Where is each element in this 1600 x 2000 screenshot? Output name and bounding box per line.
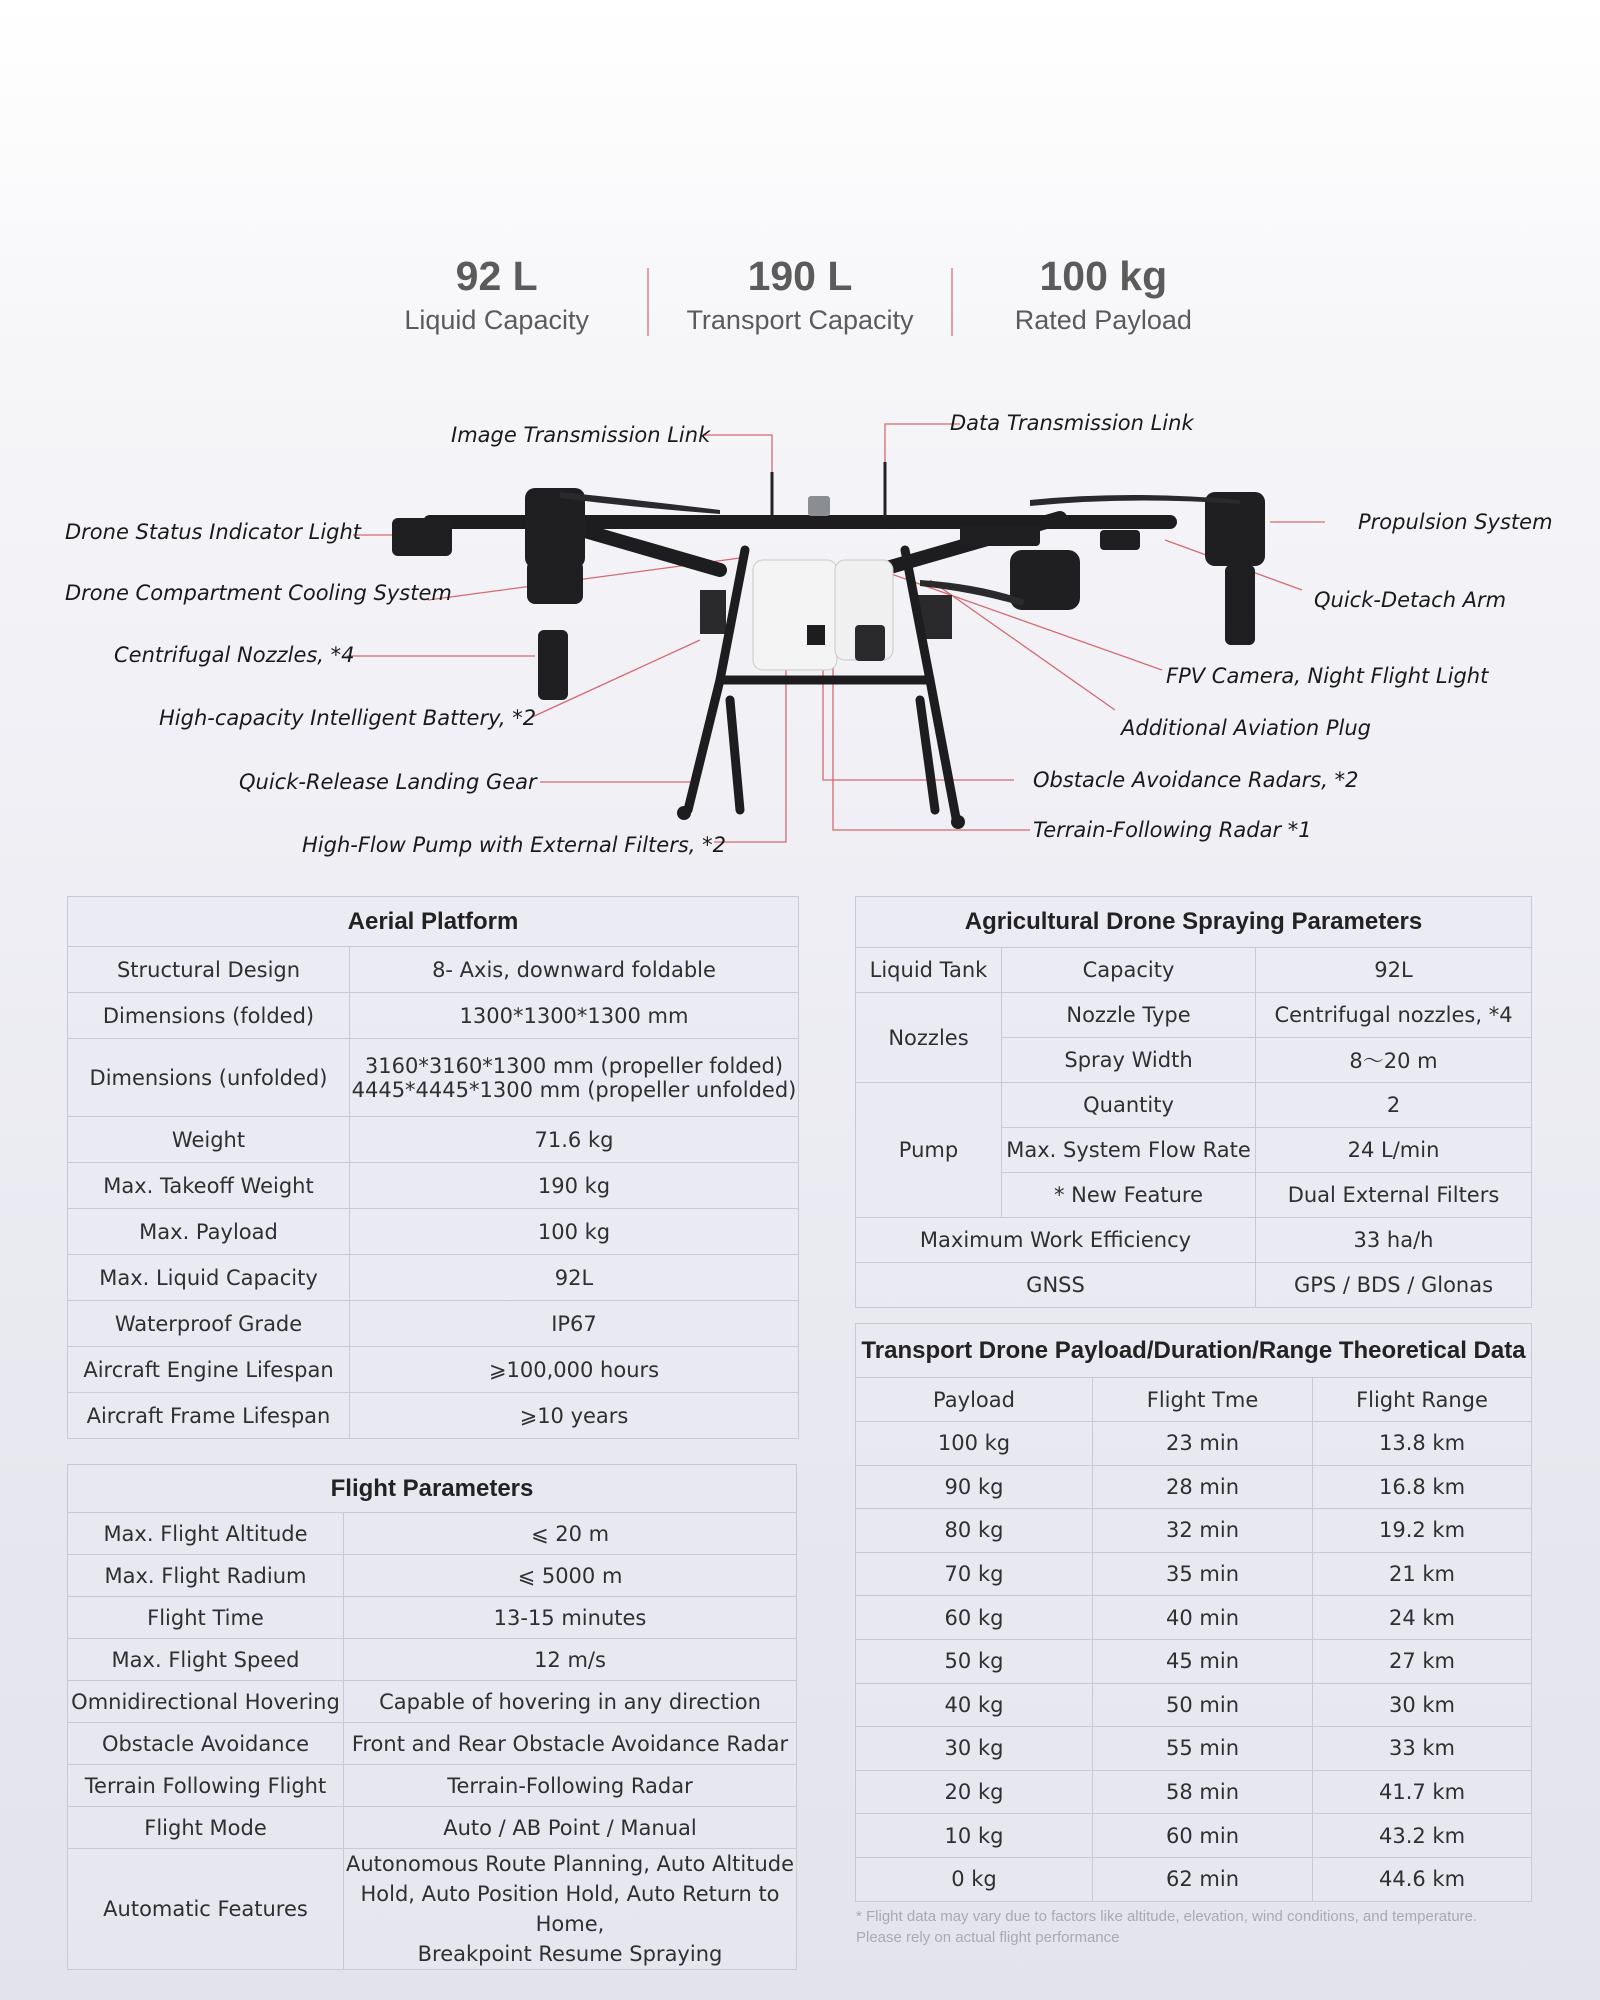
row-value: Centrifugal nozzles, *4: [1256, 993, 1532, 1038]
column-header: Payload: [856, 1378, 1093, 1422]
cell-payload: 90 kg: [856, 1465, 1093, 1509]
table-row: [856, 1218, 1532, 1263]
callout-cooling-system: Drone Compartment Cooling System: [65, 581, 452, 605]
callout-fpv-camera: FPV Camera, Night Flight Light: [1166, 664, 1489, 688]
row-label: Spray Width: [1002, 1038, 1256, 1083]
table-row: [856, 1465, 1532, 1509]
table-row: [68, 1347, 799, 1393]
cell-payload: 50 kg: [856, 1639, 1093, 1683]
row-label: Capacity: [1002, 948, 1256, 993]
table-title: Transport Drone Payload/Duration/Range Theoretical Data: [856, 1324, 1532, 1378]
row-value: Auto / AB Point / Manual: [344, 1807, 797, 1849]
cell-flight-time: 58 min: [1093, 1770, 1313, 1814]
table-title: Agricultural Drone Spraying Parameters: [856, 897, 1532, 948]
row-label: Max. System Flow Rate: [1002, 1128, 1256, 1173]
table-row: [68, 1765, 797, 1807]
table-row: [68, 1849, 797, 1970]
row-label: Aircraft Frame Lifespan: [68, 1393, 350, 1439]
cell-flight-range: 33 km: [1313, 1727, 1532, 1771]
row-group: Liquid Tank: [856, 948, 1002, 993]
cell-flight-range: 41.7 km: [1313, 1770, 1532, 1814]
row-label: Max. Takeoff Weight: [68, 1163, 350, 1209]
cell-flight-range: 16.8 km: [1313, 1465, 1532, 1509]
cell-flight-time: 40 min: [1093, 1596, 1313, 1640]
column-header: Flight Range: [1313, 1378, 1532, 1422]
row-group: Pump: [856, 1083, 1002, 1218]
kpi-transport-capacity: [649, 250, 950, 345]
cell-flight-range: 43.2 km: [1313, 1814, 1532, 1858]
row-label: GNSS: [856, 1263, 1256, 1308]
row-value: ⩽ 20 m: [344, 1513, 797, 1555]
cell-flight-range: 13.8 km: [1313, 1422, 1532, 1466]
cell-payload: 60 kg: [856, 1596, 1093, 1640]
kpi-value: 100 kg: [1039, 253, 1168, 299]
row-value: Capable of hovering in any direction: [344, 1681, 797, 1723]
row-label: Aircraft Engine Lifespan: [68, 1347, 350, 1393]
cell-payload: 70 kg: [856, 1552, 1093, 1596]
table-row: [856, 1552, 1532, 1596]
table-row: [856, 1509, 1532, 1553]
kpi-label: Transport Capacity: [686, 305, 914, 335]
row-value-line: Autonomous Route Planning, Auto Altitude: [345, 1852, 795, 1876]
row-value: 8- Axis, downward foldable: [350, 947, 799, 993]
callout-centrifugal-nozzles: Centrifugal Nozzles, *4: [114, 643, 355, 667]
table-row: [856, 948, 1532, 993]
table-row: [68, 1039, 799, 1117]
cell-flight-time: 35 min: [1093, 1552, 1313, 1596]
cell-payload: 80 kg: [856, 1509, 1093, 1553]
flight-parameters-table: [67, 1464, 797, 1970]
row-value: 71.6 kg: [350, 1117, 799, 1163]
kpi-strip: [346, 250, 1254, 345]
kpi-liquid-capacity: [346, 250, 647, 345]
callout-obstacle-radars: Obstacle Avoidance Radars, *2: [1033, 768, 1359, 792]
table-row: [856, 1814, 1532, 1858]
callout-intelligent-battery: High-capacity Intelligent Battery, *2: [159, 706, 537, 730]
table-row: [68, 1255, 799, 1301]
row-label: Omnidirectional Hovering: [68, 1681, 344, 1723]
table-row: [68, 1681, 797, 1723]
callout-data-transmission-link: Data Transmission Link: [950, 411, 1194, 435]
row-value: [344, 1849, 797, 1970]
row-label: Max. Payload: [68, 1209, 350, 1255]
row-value: ⩽ 5000 m: [344, 1555, 797, 1597]
kpi-label: Liquid Capacity: [404, 305, 589, 335]
cell-flight-time: 23 min: [1093, 1422, 1313, 1466]
table-row: [68, 1513, 797, 1555]
row-value: 12 m/s: [344, 1639, 797, 1681]
cell-payload: 20 kg: [856, 1770, 1093, 1814]
table-row: [856, 1263, 1532, 1308]
row-value: Terrain-Following Radar: [344, 1765, 797, 1807]
footnote-line: * Flight data may vary due to factors like altitude, elevation, wind conditions, and temperature.: [856, 1908, 1478, 1925]
row-label: Dimensions (unfolded): [68, 1039, 350, 1117]
footnote-line: Please rely on actual flight performance: [856, 1929, 1120, 1946]
cell-flight-range: 24 km: [1313, 1596, 1532, 1640]
row-value: 100 kg: [350, 1209, 799, 1255]
transport-data-table: [855, 1323, 1532, 1902]
cell-payload: 100 kg: [856, 1422, 1093, 1466]
cell-flight-time: 62 min: [1093, 1857, 1313, 1901]
row-group: Nozzles: [856, 993, 1002, 1083]
table-row: [68, 1163, 799, 1209]
row-value: Dual External Filters: [1256, 1173, 1532, 1218]
row-label: * New Feature: [1002, 1173, 1256, 1218]
row-value: 1300*1300*1300 mm: [350, 993, 799, 1039]
table-row: [856, 1422, 1532, 1466]
cell-payload: 30 kg: [856, 1727, 1093, 1771]
row-label: Nozzle Type: [1002, 993, 1256, 1038]
table-row: [856, 1727, 1532, 1771]
row-label: Structural Design: [68, 947, 350, 993]
cell-payload: 40 kg: [856, 1683, 1093, 1727]
cell-flight-range: 30 km: [1313, 1683, 1532, 1727]
row-value: Front and Rear Obstacle Avoidance Radar: [344, 1723, 797, 1765]
row-label: Max. Liquid Capacity: [68, 1255, 350, 1301]
row-value: ⩾10 years: [350, 1393, 799, 1439]
cell-flight-time: 55 min: [1093, 1727, 1313, 1771]
row-value: 13-15 minutes: [344, 1597, 797, 1639]
row-value: 92L: [350, 1255, 799, 1301]
cell-flight-time: 50 min: [1093, 1683, 1313, 1727]
drone-diagram: [0, 400, 1600, 870]
callout-quick-detach-arm: Quick-Detach Arm: [1314, 588, 1507, 612]
row-label: Waterproof Grade: [68, 1301, 350, 1347]
table-row: [68, 1639, 797, 1681]
row-value-line: 4445*4445*1300 mm (propeller unfolded): [351, 1077, 797, 1102]
row-label: Automatic Features: [68, 1849, 344, 1970]
flight-data-footnote: [856, 1906, 1556, 1948]
callout-image-transmission-link: Image Transmission Link: [451, 423, 711, 447]
aerial-platform-table: [67, 896, 799, 1439]
table-row: [68, 1393, 799, 1439]
table-row: [68, 1117, 799, 1163]
table-row: [68, 1555, 797, 1597]
row-value: GPS / BDS / Glonas: [1256, 1263, 1532, 1308]
row-label: Quantity: [1002, 1083, 1256, 1128]
table-row: [68, 1807, 797, 1849]
table-row: [856, 1083, 1532, 1128]
callout-landing-gear: Quick-Release Landing Gear: [239, 770, 537, 794]
row-value-line: Hold, Auto Position Hold, Auto Return to Home,: [360, 1882, 780, 1936]
column-header: Flight Tme: [1093, 1378, 1313, 1422]
row-value: ⩾100,000 hours: [350, 1347, 799, 1393]
cell-flight-range: 19.2 km: [1313, 1509, 1532, 1553]
cell-flight-time: 28 min: [1093, 1465, 1313, 1509]
cell-flight-range: 27 km: [1313, 1639, 1532, 1683]
row-value: IP67: [350, 1301, 799, 1347]
row-label: Obstacle Avoidance: [68, 1723, 344, 1765]
cell-flight-range: 44.6 km: [1313, 1857, 1532, 1901]
cell-flight-time: 45 min: [1093, 1639, 1313, 1683]
row-value-line: 3160*3160*1300 mm (propeller folded): [364, 1053, 784, 1078]
table-row: [856, 1770, 1532, 1814]
table-row: [68, 1723, 797, 1765]
table-row: [68, 1597, 797, 1639]
row-label: Max. Flight Altitude: [68, 1513, 344, 1555]
table-row: [68, 1209, 799, 1255]
table-row: [856, 1683, 1532, 1727]
table-row: [68, 1301, 799, 1347]
row-value-line: Breakpoint Resume Spraying: [417, 1942, 723, 1966]
kpi-label: Rated Payload: [1014, 305, 1192, 335]
table-row: [68, 947, 799, 993]
table-row: [856, 1857, 1532, 1901]
row-value: 190 kg: [350, 1163, 799, 1209]
table-row: [856, 993, 1532, 1038]
row-value: 92L: [1256, 948, 1532, 993]
drone-illustration: [0, 400, 1600, 870]
cell-flight-range: 21 km: [1313, 1552, 1532, 1596]
row-label: Weight: [68, 1117, 350, 1163]
row-value: 2: [1256, 1083, 1532, 1128]
kpi-rated-payload: [953, 250, 1254, 345]
row-label: Flight Mode: [68, 1807, 344, 1849]
cell-flight-time: 60 min: [1093, 1814, 1313, 1858]
callout-aviation-plug: Additional Aviation Plug: [1121, 716, 1372, 740]
row-label: Flight Time: [68, 1597, 344, 1639]
callout-high-flow-pump: High-Flow Pump with External Filters, *2: [302, 833, 726, 857]
row-label: Max. Flight Radium: [68, 1555, 344, 1597]
row-value: 33 ha/h: [1256, 1218, 1532, 1263]
table-header-row: [856, 1378, 1532, 1422]
cell-payload: 0 kg: [856, 1857, 1093, 1901]
cell-flight-time: 32 min: [1093, 1509, 1313, 1553]
row-value: 24 L/min: [1256, 1128, 1532, 1173]
callout-terrain-radar: Terrain-Following Radar *1: [1033, 818, 1312, 842]
row-label: Dimensions (folded): [68, 993, 350, 1039]
table-row: [856, 1596, 1532, 1640]
kpi-value: 92 L: [455, 253, 538, 299]
callout-status-indicator-light: Drone Status Indicator Light: [65, 520, 362, 544]
table-row: [68, 993, 799, 1039]
table-row: [856, 1639, 1532, 1683]
row-value: [350, 1039, 799, 1117]
row-value: 8～20 m: [1256, 1038, 1532, 1083]
row-label: Maximum Work Efficiency: [856, 1218, 1256, 1263]
kpi-value: 190 L: [747, 253, 853, 299]
spraying-parameters-table: [855, 896, 1532, 1308]
row-label: Max. Flight Speed: [68, 1639, 344, 1681]
cell-payload: 10 kg: [856, 1814, 1093, 1858]
row-label: Terrain Following Flight: [68, 1765, 344, 1807]
callout-propulsion-system: Propulsion System: [1358, 510, 1553, 534]
table-title: Flight Parameters: [68, 1465, 797, 1513]
table-title: Aerial Platform: [68, 897, 799, 947]
